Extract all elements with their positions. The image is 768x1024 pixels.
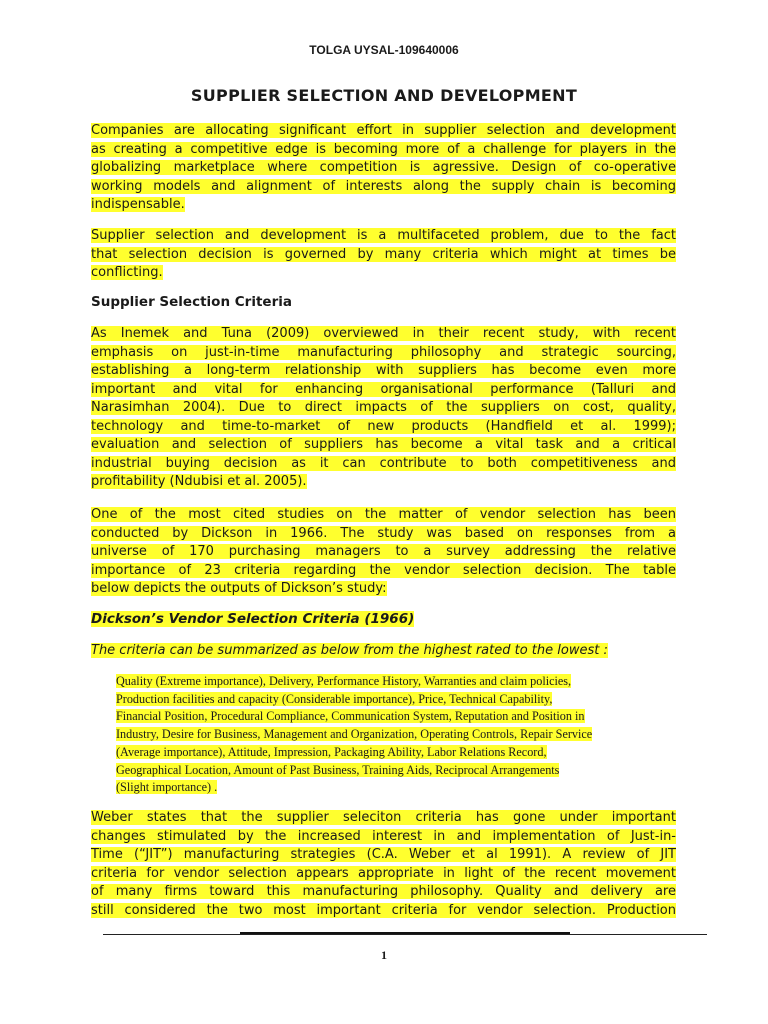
text-line: Weber states that the supplier seleciton criteria has gone under important [91,810,676,825]
page-header-author: TOLGA UYSAL-109640006 [309,43,459,57]
criteria-line: Production facilities and capacity (Considerable importance), Price, Technical Capability, [116,691,553,706]
text-line: Supplier selection and development is a multifaceted problem, due to the fact [91,228,676,243]
section-heading-dickson: Dickson’s Vendor Selection Criteria (1966) [91,611,415,627]
footer-divider-accent [240,932,570,934]
text-line: globalizing marketplace where competition is agressive. Design of co-operative [91,160,676,175]
criteria-line: (Slight importance) . [116,780,218,795]
text-line: working models and alignment of interests along the supply chain is becoming [91,178,676,194]
text-line: indispensable. [91,197,185,212]
text-line: establishing a long-term relationship with suppliers has become even more [91,363,676,378]
paragraph-dickson-study [91,506,676,599]
text-line: evaluation and selection of suppliers has become a vital task and a critical [91,437,676,452]
text-line: Time (“JIT”) manufacturing strategies (C.A. Weber et al 1991). A review of JIT [91,847,676,862]
page-number: 1 [381,948,387,962]
criteria-line: (Average importance), Attitude, Impression, Packaging Ability, Labor Relations Record, [116,744,547,759]
criteria-line: Industry, Desire for Business, Management and Organization, Operating Controls, Repair Service [116,727,593,742]
paragraph-weber [91,809,676,920]
text-line: changes stimulated by the increased interest in and implementation of Just-in- [91,828,676,844]
criteria-line: Quality (Extreme importance), Delivery, Performance History, Warranties and claim policies, [116,674,572,688]
text-line: As Inemek and Tuna (2009) overviewed in their recent study, with recent [91,326,676,341]
text-line: as creating a competitive edge is becoming more of a challenge for players in the [91,141,676,157]
text-line: conducted by Dickson in 1966. The study was based on responses from a [91,525,676,541]
text-line: Companies are allocating significant effort in supplier selection and development [91,123,676,138]
criteria-line: Geographical Location, Amount of Past Business, Training Aids, Reciprocal Arrangements [116,762,560,777]
text-line: that selection decision is governed by many criteria which might at times be [91,246,676,262]
text-line: still considered the two most important criteria for vendor selection. Production [91,902,676,918]
document-title: SUPPLIER SELECTION AND DEVELOPMENT [190,86,578,105]
text-line: industrial buying decision as it can contribute to both competitiveness and [91,455,676,471]
text-line: below depicts the outputs of Dickson’s study: [91,581,387,596]
text-line: One of the most cited studies on the matter of vendor selection has been [91,507,676,522]
text-line: important and vital for enhancing organisational performance (Talluri and [91,381,676,397]
criteria-intro: The criteria can be summarized as below from the highest rated to the lowest : [91,643,608,658]
section-heading-criteria: Supplier Selection Criteria [91,294,292,310]
text-line: emphasis on just-in-time manufacturing philosophy and strategic sourcing, [91,344,676,360]
paragraph-intro [91,122,676,215]
criteria-list [116,673,672,797]
text-line: Narasimhan 2004). Due to direct impacts of the suppliers on cost, quality, [91,400,676,415]
criteria-line: Financial Position, Procedural Compliance, Communication System, Reputation and Position in [116,709,585,724]
text-line: criteria for vendor selection appears appropriate in light of the recent movement [91,865,676,881]
text-line: of many firms toward this manufacturing philosophy. Quality and delivery are [91,884,676,899]
paragraph-multifaceted [91,227,676,283]
footer-divider [103,934,707,935]
text-line: importance of 23 criteria regarding the vendor selection decision. The table [91,562,676,578]
paragraph-inemek-tuna [91,325,676,492]
text-line: universe of 170 purchasing managers to a survey addressing the relative [91,544,676,559]
text-line: conflicting. [91,265,163,280]
text-line: profitability (Ndubisi et al. 2005). [91,474,307,489]
text-line: technology and time-to-market of new products (Handfield et al. 1999); [91,418,676,434]
